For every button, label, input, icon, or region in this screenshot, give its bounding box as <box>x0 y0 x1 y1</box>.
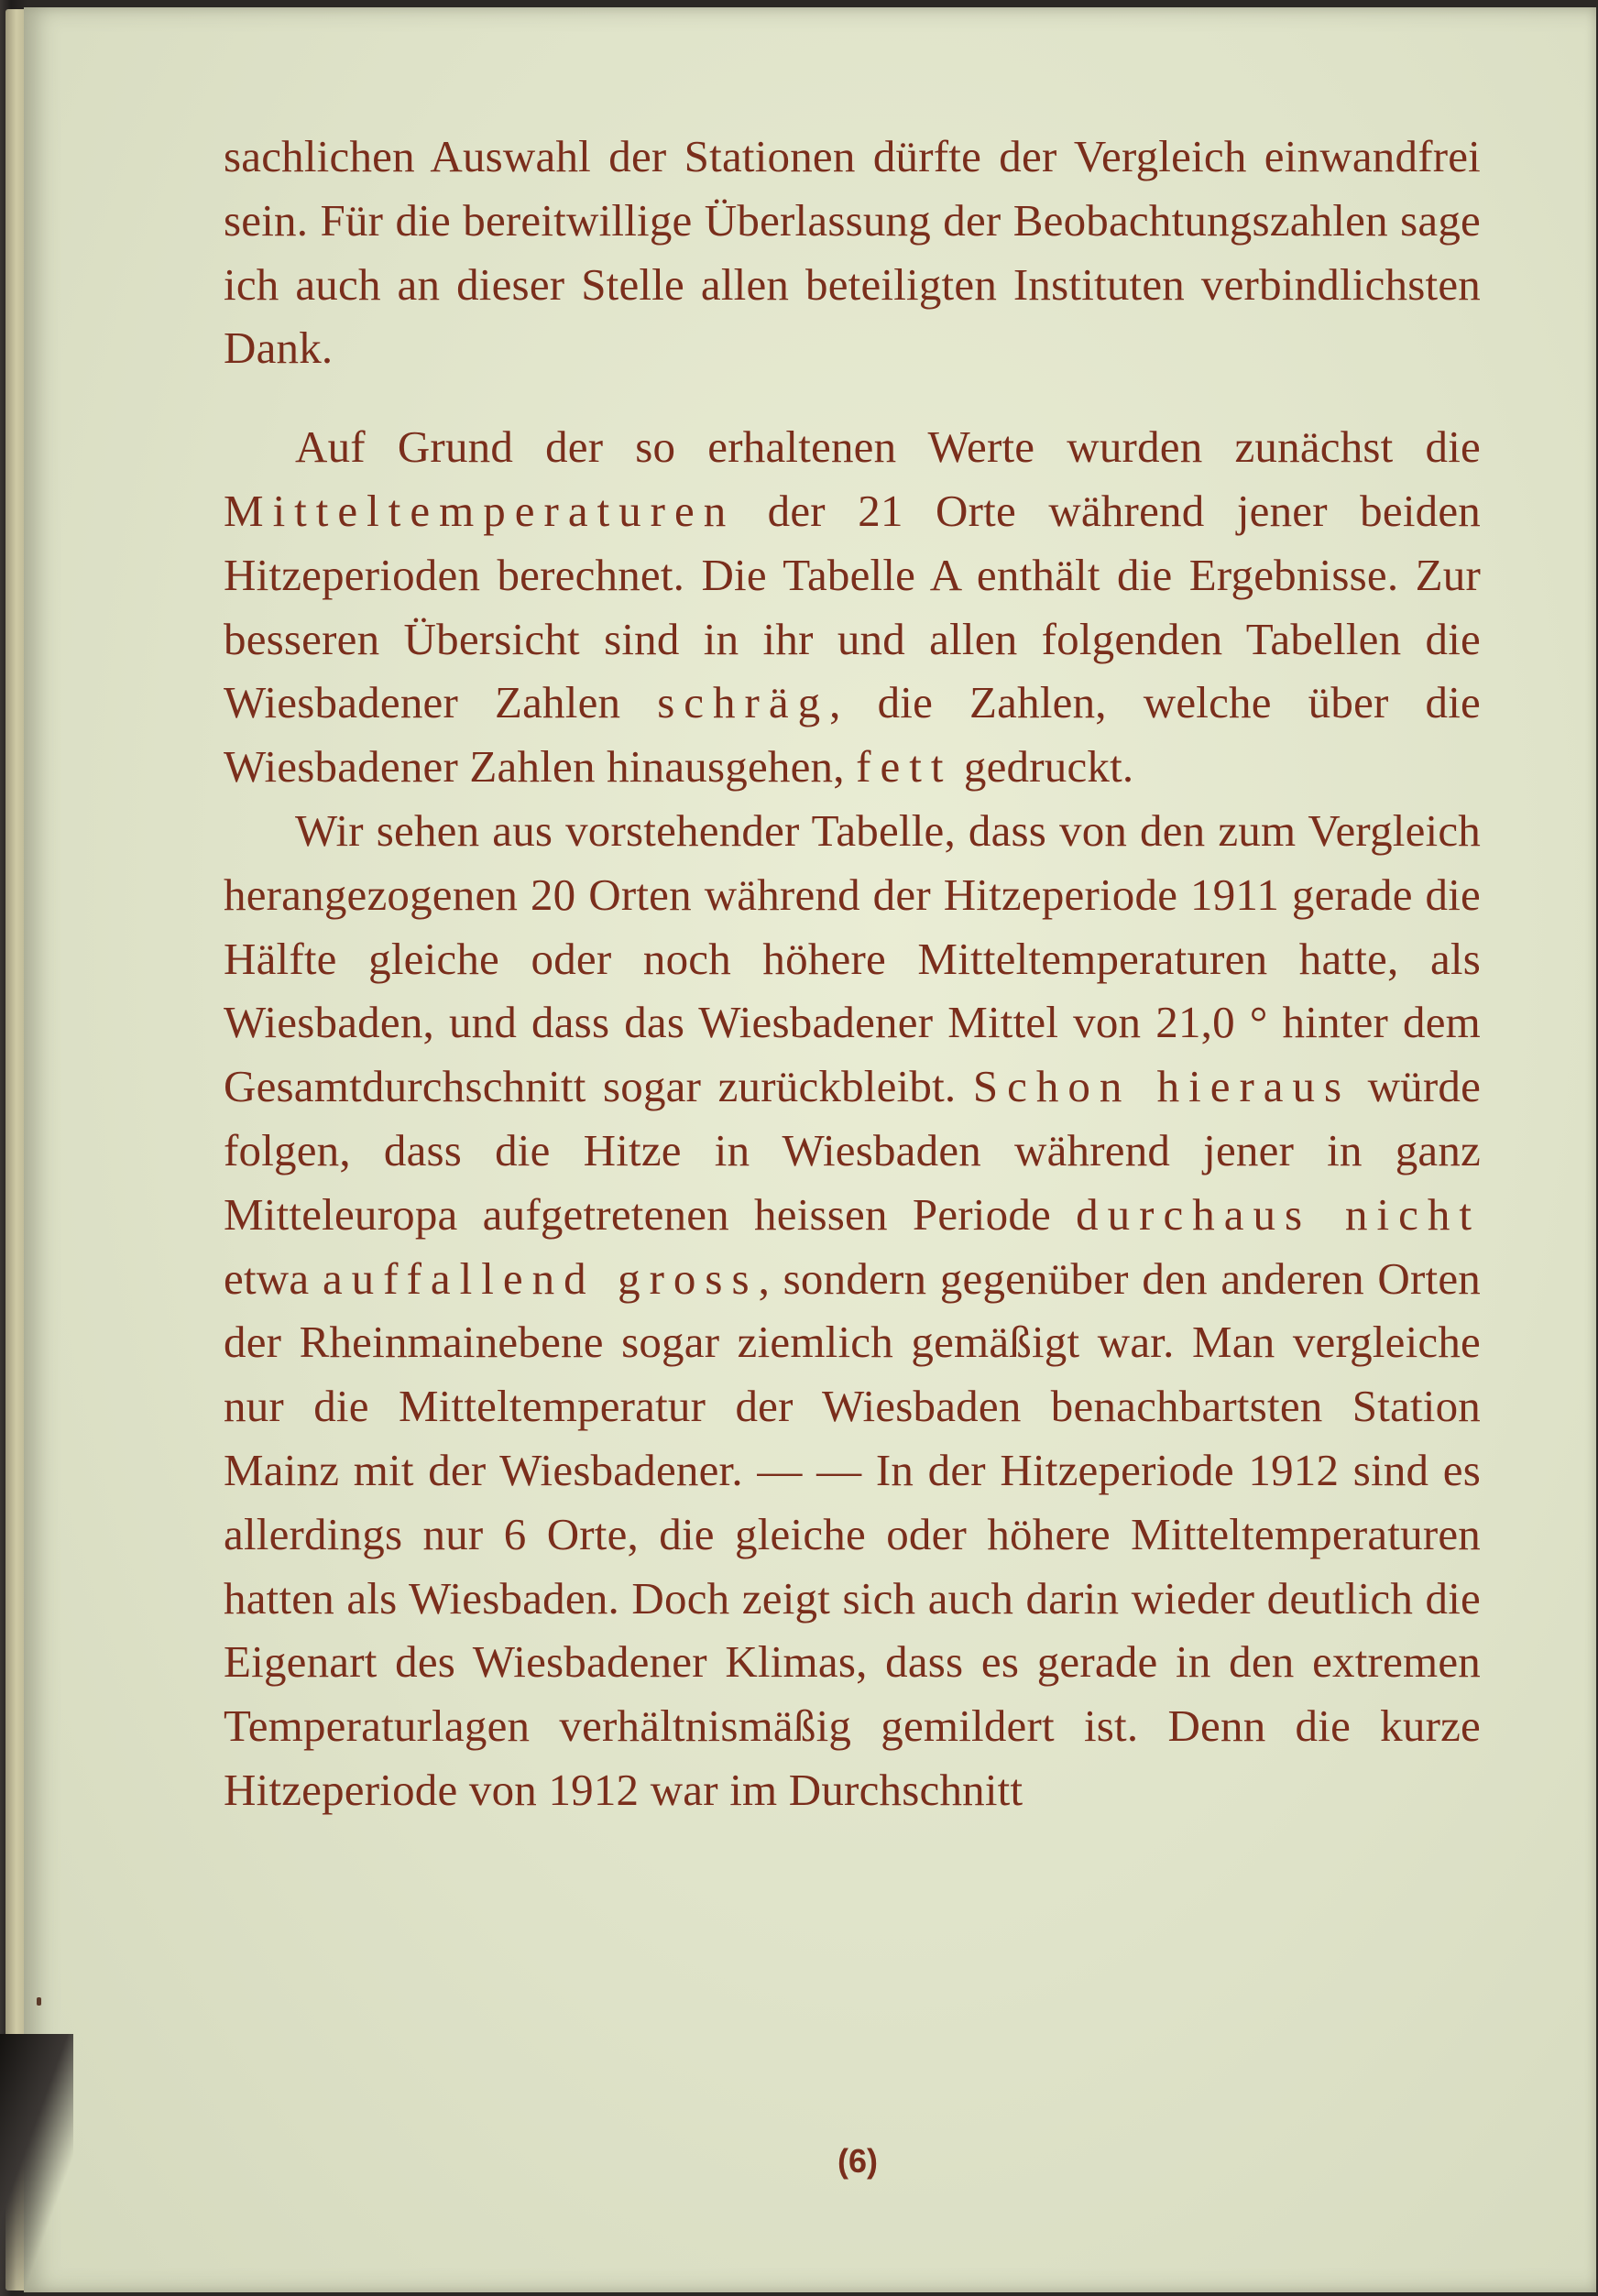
paragraph-2-text-a: Auf Grund der so erhaltenen Werte wurden zunächst die <box>295 421 1481 473</box>
book-page <box>24 7 1596 2292</box>
spaced-term-fett: fett <box>856 741 953 793</box>
spaced-term-auffallend-gross: auffallend gross <box>322 1252 759 1304</box>
paragraph-3-text-c: etwa <box>224 1252 323 1304</box>
paragraph-3-text-b: würde folgen, dass die Hitze in Wiesbaden während jener in ganz Mitteleuropa aufgetretenen heissen Periode <box>224 1061 1482 1240</box>
spaced-term-mitteltemperaturen: Mitteltemperaturen <box>224 485 736 536</box>
spaced-term-schon-hieraus: Schon hieraus <box>972 1061 1352 1112</box>
margin-mark <box>37 1997 41 2006</box>
page-number: (6) <box>837 2142 878 2180</box>
paragraph-1-text: sachlichen Auswahl der Stationen dürfte der Vergleich einwandfrei sein. Für die bereitwillige Überlassung der Beobachtungszahlen sage ich auch an dieser Stelle allen beteiligten Instituten verbindlichsten Dank. <box>224 131 1481 374</box>
paragraph-3-text-d: , sondern gegenüber den anderen Orten der Rheinmainebene sogar ziemlich gemäßigt war. Man vergleiche nur die Mitteltemperatur der Wiesbaden benachbartsten Station Mainz mit der Wiesbadener. — — In der Hitzeperiode 1912 sind es allerdings nur 6 Orte, die gleiche oder höhere Mitteltemperaturen hatten als Wiesbaden. Doch zeigt sich auch darin wieder deutlich die Eigenart des Wiesbadener Klimas, dass es gerade in den extremen Temperaturlagen verhältnismäßig gemildert ist. Denn die kurze Hitzeperiode von 1912 war im Durchschnitt <box>224 1252 1481 1815</box>
paragraph-1 <box>224 125 1481 380</box>
paragraph-3-text-a: Wir sehen aus vorstehender Tabelle, dass von den zum Vergleich herangezogenen 20 Orten während der Hitzeperiode 1911 gerade die Hälfte gleiche oder noch höhere Mitteltemperaturen hatte, als Wiesbaden, und dass das Wiesbadener Mittel von 21,0 ° hinter dem Gesamtdurchschnitt sogar zurückbleibt. <box>224 804 1481 1112</box>
spaced-term-durchaus-nicht: durchaus nicht <box>1076 1188 1481 1240</box>
body-text <box>224 125 1481 1822</box>
paragraph-3 <box>224 799 1481 1822</box>
spaced-term-schraeg: schräg <box>657 677 830 728</box>
page-curl-shadow <box>0 2034 73 2296</box>
paragraph-2-text-d: gedruckt. <box>952 741 1134 793</box>
paragraph-2-text-c: , die Zahlen, welche über die Wiesbadener Zahlen hinausgehen, <box>224 677 1481 793</box>
paragraph-2 <box>224 415 1481 799</box>
paragraph-2-text-b: der 21 Orte während jener beiden Hitzeperioden berechnet. Die Tabelle A enthält die Ergebnisse. Zur besseren Übersicht sind in ihr und allen folgenden Tabellen die Wiesbadener Zahlen <box>224 485 1481 728</box>
